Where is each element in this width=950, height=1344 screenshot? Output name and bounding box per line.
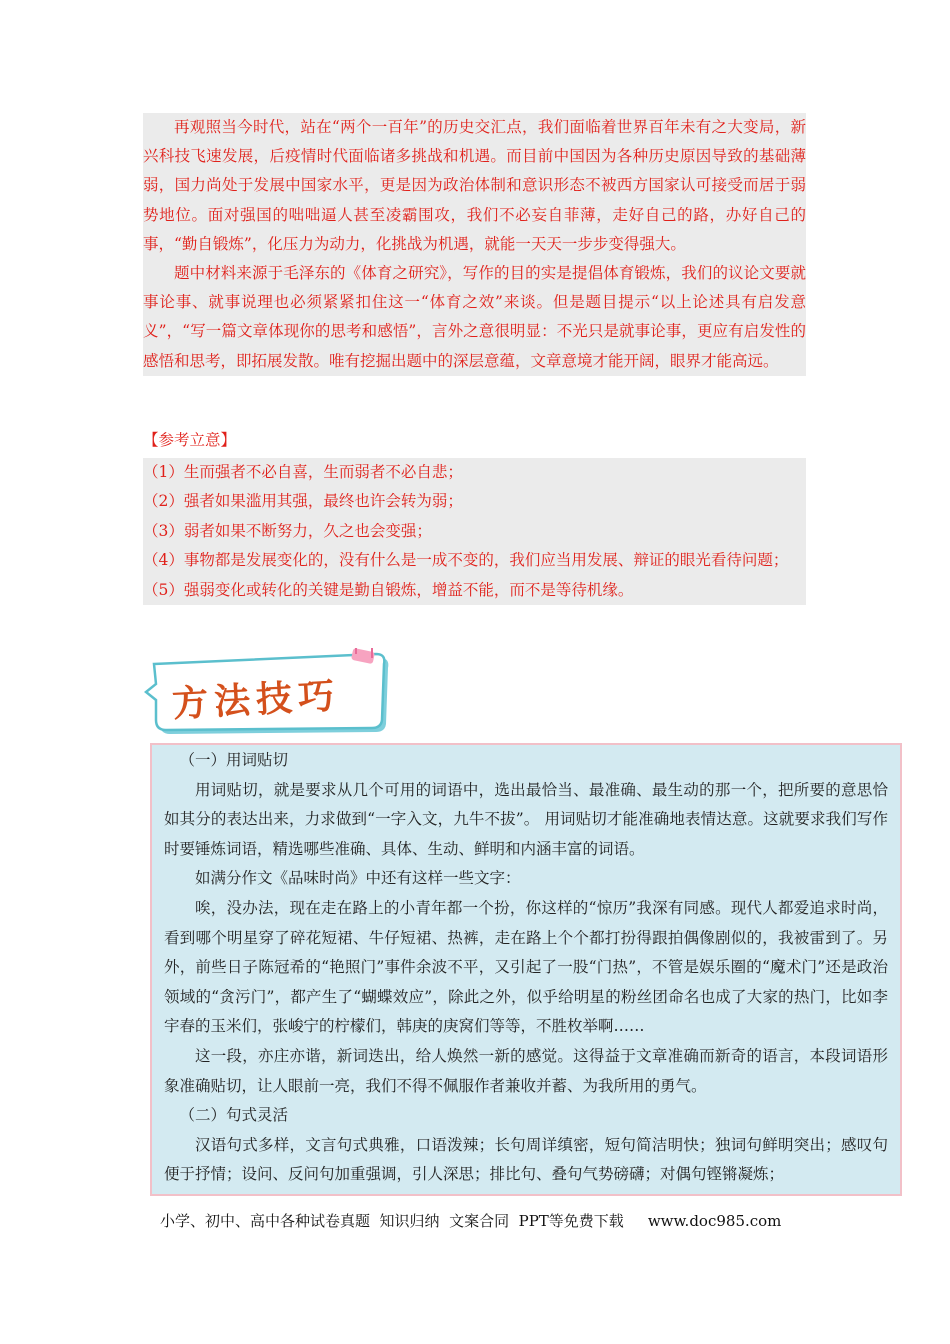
method-paragraph: 这一段，亦庄亦谐，新词迭出，给人焕然一新的感觉。这得益于文章准确而新奇的语言，本段词语形象准确贴切，让人眼前一亮，我们不得不佩服作者兼收并蓄、为我所用的勇气。 [164, 1046, 888, 1095]
method-paragraph: 唉，没办法，现在走在路上的小青年都一个扮，你这样的“惊历”我深有同感。现代人都爱追求时尚，看到哪个明星穿了碎花短裙、牛仔短裙、热裤，走在路上个个都打扮得跟拍偶像剧似的，我被雷到了。另外，前些日子陈冠希的“艳照门”事件余波不平，又引起了一股“门热”，不管是娱乐圈的“魔术门”还是政治领域的“贪污门”，都产生了“蝴蝶效应”，除此之外，似乎给明星的粉丝团命名也成了大家的热门，比如李宇春的玉米们，张峻宁的柠檬们，韩庚的庚窝们等等，不胜枚举啊…… [164, 898, 888, 1036]
method-paragraph: 汉语句式多样，文言句式典雅，口语泼辣；长句周详缜密，短句简洁明快；独词句鲜明突出；感叹句便于抒情；设问、反问句加重强调，引人深思；排比句、叠句气势磅礴；对偶句铿锵凝炼； [164, 1135, 888, 1184]
reference-item: （1）生而强者不必自喜，生而弱者不必自悲； [143, 463, 463, 481]
analysis-paragraph: 再观照当今时代，站在“两个一百年”的历史交汇点，我们面临着世界百年未有之大变局，新兴科技飞速发展，后疫情时代面临诸多挑战和机遇。而目前中国因为各种历史原因导致的基础薄弱，国力尚处于发展中国家水平，更是因为政治体制和意识形态不被西方国家认可接受而居于弱势地位。面对强国的咄咄逼人甚至凌霸围攻，我们不必妄自菲薄，走好自己的路，办好自己的事，“勤自锻炼”，化压力为动力，化挑战为机遇，就能一天天一步步变得强大。 [143, 118, 806, 253]
page-footer [160, 1210, 781, 1231]
section-title: （二）句式灵活 [179, 1106, 289, 1125]
reference-item: （4）事物都是发展变化的，没有什么是一成不变的，我们应当用发展、辩证的眼光看待问题； [143, 551, 789, 570]
footer-text: 小学、初中、高中各种试卷真题 知识归纳 文案合同 PPT等免费下载 [160, 1212, 624, 1230]
reference-item: （5）强弱变化或转化的关键是勤自锻炼，增益不能，而不是等待机缘。 [143, 580, 634, 599]
method-paragraph: 如满分作文《品味时尚》中还有这样一些文字： [195, 869, 521, 888]
section-title: （一）用词贴切 [179, 751, 289, 769]
analysis-paragraph: 题中材料来源于毛泽东的《体育之研究》，写作的目的实是提倡体育锻炼，我们的议论文要就事论事、就事说理也必须紧紧扣住这一“体育之效”来谈。但是题目提示“以上论述具有启发意义”，“写一篇文章体现你的思考和感悟”，言外之意很明显：不光只是就事论事，更应有启发性的感悟和思考，即拓展发散。唯有挖掘出题中的深层意蕴，文章意境才能开阔，眼界才能高远。 [143, 264, 806, 370]
method-content-box [150, 743, 902, 1196]
method-paragraph: 用词贴切，就是要求从几个可用的词语中，选出最恰当、最准确、最生动的那一个，把所要的意思恰如其分的表达出来，力求做到“一字入文，九牛不拔”。 用词贴切才能准确地表情达意。这就要求我们写作时要锤炼词语，精选哪些准确、具体、生动、鲜明和内涵丰富的词语。 [164, 780, 888, 858]
method-banner [144, 648, 396, 738]
reference-list [143, 458, 806, 605]
reference-item: （2）强者如果滥用其强，最终也许会转为弱； [143, 492, 463, 511]
footer-url[interactable]: www.doc985.com [647, 1212, 782, 1230]
analysis-block [143, 113, 806, 376]
reference-item: （3）弱者如果不断努力，久之也会变强； [143, 521, 432, 540]
reference-title: 【参考立意】 [143, 431, 237, 449]
banner-title: 方法技巧 [171, 674, 342, 726]
